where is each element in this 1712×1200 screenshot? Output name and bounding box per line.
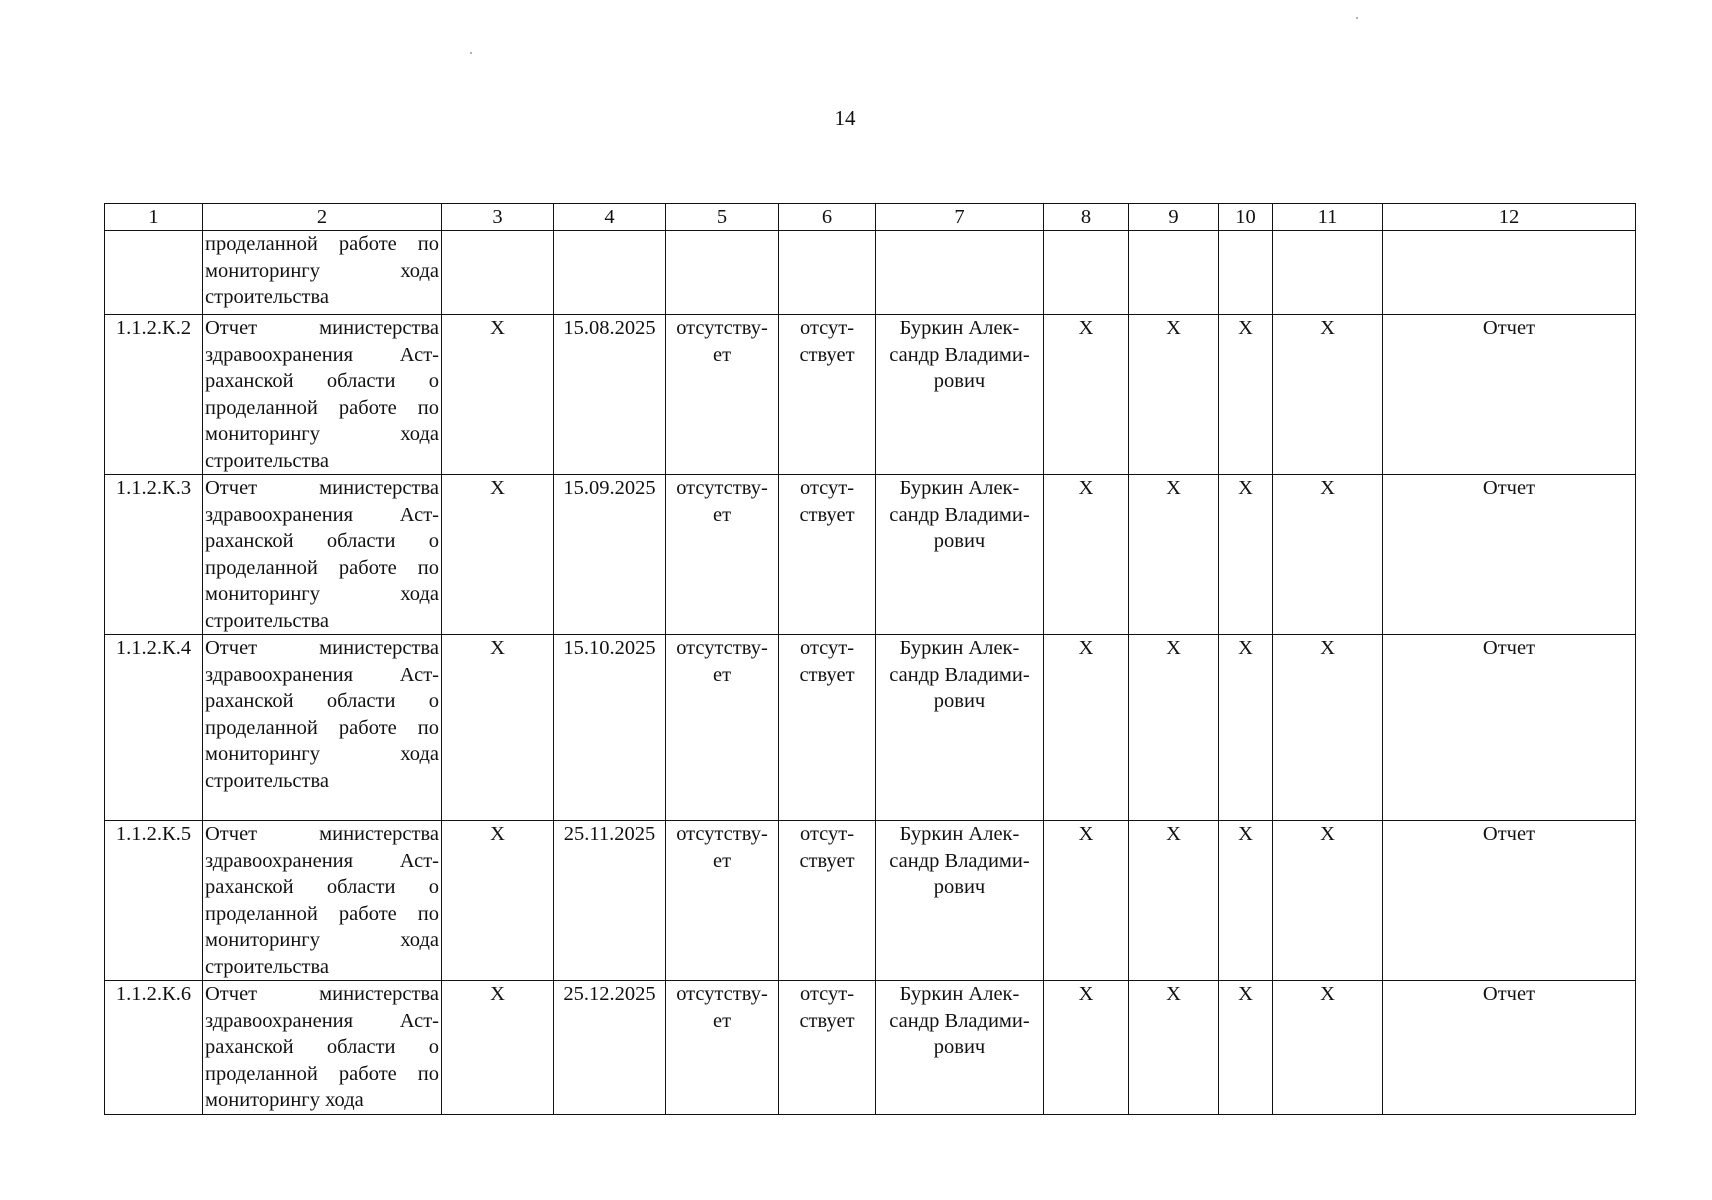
empty-cell [876,231,1044,315]
col9-mark: Х [1129,315,1219,475]
col11-mark: Х [1273,475,1383,635]
cell-line: отсутству- [676,823,768,845]
column-number: 6 [779,204,876,231]
cell-line: мониторингу хода [205,423,439,445]
column-number: 2 [203,204,442,231]
table-row [105,635,1636,821]
col11-mark: Х [1273,635,1383,821]
responsible-person [876,821,1044,981]
col10-mark: Х [1219,475,1273,635]
col5-value [666,821,779,981]
cell-line: строительства [205,609,329,632]
page-number: 14 [834,106,856,130]
col5-value [666,475,779,635]
col5-value [666,635,779,821]
name-line: строительства [205,286,329,308]
due-date: 15.08.2025 [554,315,666,475]
cell-line: здравоохранения Аст- [205,1009,439,1032]
name-line: мониторингу хода [205,259,439,282]
due-date: 25.12.2025 [554,981,666,1115]
cell-line: мониторингу хода [205,1089,364,1111]
responsible-person [876,315,1044,475]
control-point-name [203,635,442,821]
column-number: 5 [666,204,779,231]
column-number: 10 [1219,204,1273,231]
cell-line: мониторингу хода [205,929,439,951]
result-document: Отчет [1383,315,1636,475]
cell-line: отсутству- [676,983,768,1005]
column-number: 4 [554,204,666,231]
cell-line: рович [933,690,986,712]
col10-mark: Х [1219,821,1273,981]
empty-cell [1219,231,1273,315]
cell-line: отсут- [799,823,855,845]
control-point-code: 1.1.2.К.4 [105,635,203,821]
scan-speck [470,52,472,54]
cell-line: Отчет министерства [205,477,439,499]
result-document: Отчет [1383,981,1636,1115]
control-point-code: 1.1.2.К.6 [105,981,203,1115]
empty-cell [1383,231,1636,315]
cell-line: ет [712,849,732,872]
continuation-row [105,231,1636,315]
col11-mark: Х [1273,981,1383,1115]
cell-line: ствует [799,343,855,366]
cell-line: рович [933,370,986,392]
cell-line: ствует [799,849,855,872]
col5-value [666,981,779,1115]
empty-cell [105,231,203,315]
column-number: 8 [1044,204,1129,231]
result-document: Отчет [1383,635,1636,821]
cell-line: рович [933,1036,986,1058]
cell-line: отсутству- [676,317,768,339]
due-date: 15.09.2025 [554,475,666,635]
col6-value [779,475,876,635]
col9-mark: Х [1129,981,1219,1115]
col10-mark: Х [1219,635,1273,821]
column-number: 3 [442,204,554,231]
column-number: 11 [1273,204,1383,231]
cell-line: отсут- [799,637,855,659]
col9-mark: Х [1129,635,1219,821]
cell-line: сандр Владими- [889,663,1030,686]
table-row [105,821,1636,981]
table-row [105,475,1636,635]
empty-cell [779,231,876,315]
cell-line: Отчет министерства [205,317,439,339]
cell-line: рович [933,530,986,552]
cell-line: здравоохранения Аст- [205,849,439,872]
cell-line: Буркин Алек- [899,477,1020,499]
table-row [105,315,1636,475]
empty-cell [1273,231,1383,315]
cell-line: мониторингу хода [205,583,439,605]
cell-line: здравоохранения Аст- [205,503,439,526]
responsible-person [876,635,1044,821]
cell-line: Отчет министерства [205,823,439,845]
column-number-row [105,204,1636,231]
col8-mark: Х [1044,981,1129,1115]
cell-line: проделанной работе по [205,396,439,419]
cell-line: Буркин Алек- [899,637,1020,659]
cell-line: раханской области о [205,1036,439,1058]
control-point-code: 1.1.2.К.3 [105,475,203,635]
cell-line: проделанной работе по [205,716,439,739]
cell-line: раханской области о [205,876,439,898]
col3-mark: Х [442,821,554,981]
column-number: 9 [1129,204,1219,231]
control-point-code: 1.1.2.К.2 [105,315,203,475]
col3-mark: Х [442,315,554,475]
cell-line: ствует [799,503,855,526]
empty-cell [554,231,666,315]
table-row [105,981,1636,1115]
cell-line: Буркин Алек- [899,823,1020,845]
scan-speck [1356,17,1358,19]
cell-line: раханской области о [205,530,439,552]
cell-line: Отчет министерства [205,983,439,1005]
empty-cell [442,231,554,315]
empty-cell [1044,231,1129,315]
control-point-name [203,821,442,981]
col3-mark: Х [442,475,554,635]
col9-mark: Х [1129,821,1219,981]
cell-line: здравоохранения Аст- [205,663,439,686]
cell-line: отсутству- [676,477,768,499]
control-points-table [104,203,1636,1115]
responsible-person [876,475,1044,635]
cell-line: проделанной работе по [205,902,439,925]
col8-mark: Х [1044,821,1129,981]
cell-line: строительства [205,955,329,978]
cell-line: рович [933,876,986,898]
col11-mark: Х [1273,821,1383,981]
col10-mark: Х [1219,315,1273,475]
cell-line: отсут- [799,477,855,499]
cell-line: ствует [799,663,855,686]
cell-line: сандр Владими- [889,343,1030,366]
cell-line: Буркин Алек- [899,983,1020,1005]
col6-value [779,981,876,1115]
column-number: 7 [876,204,1044,231]
cell-line: проделанной работе по [205,556,439,579]
continuation-name-cell [203,231,442,315]
cell-line: отсутству- [676,637,768,659]
cell-line: раханской области о [205,370,439,392]
col3-mark: Х [442,981,554,1115]
cell-line: отсут- [799,317,855,339]
cell-line: сандр Владими- [889,849,1030,872]
responsible-person [876,981,1044,1115]
cell-line: строительства [205,769,329,792]
control-point-code: 1.1.2.К.5 [105,821,203,981]
cell-line: Буркин Алек- [899,317,1020,339]
cell-line: Отчет министерства [205,637,439,659]
cell-line: ствует [799,1009,855,1032]
result-document: Отчет [1383,821,1636,981]
col9-mark: Х [1129,475,1219,635]
cell-line: проделанной работе по [205,1062,439,1085]
control-point-name [203,315,442,475]
cell-line: сандр Владими- [889,1009,1030,1032]
col8-mark: Х [1044,315,1129,475]
cell-line: сандр Владими- [889,503,1030,526]
col8-mark: Х [1044,635,1129,821]
due-date: 15.10.2025 [554,635,666,821]
control-point-name [203,475,442,635]
col11-mark: Х [1273,315,1383,475]
cell-line: мониторингу хода [205,743,439,765]
col3-mark: Х [442,635,554,821]
col6-value [779,635,876,821]
cell-line: ет [712,1009,732,1032]
cell-line: ет [712,343,732,366]
col8-mark: Х [1044,475,1129,635]
cell-line: ет [712,663,732,686]
col5-value [666,315,779,475]
cell-line: отсут- [799,983,855,1005]
name-line: проделанной работе по [205,233,439,255]
due-date: 25.11.2025 [554,821,666,981]
cell-line: строительства [205,449,329,472]
control-point-name [203,981,442,1115]
column-number: 1 [105,204,203,231]
col6-value [779,315,876,475]
result-document: Отчет [1383,475,1636,635]
col10-mark: Х [1219,981,1273,1115]
cell-line: ет [712,503,732,526]
column-number: 12 [1383,204,1636,231]
empty-cell [666,231,779,315]
col6-value [779,821,876,981]
empty-cell [1129,231,1219,315]
cell-line: здравоохранения Аст- [205,343,439,366]
cell-line: раханской области о [205,690,439,712]
